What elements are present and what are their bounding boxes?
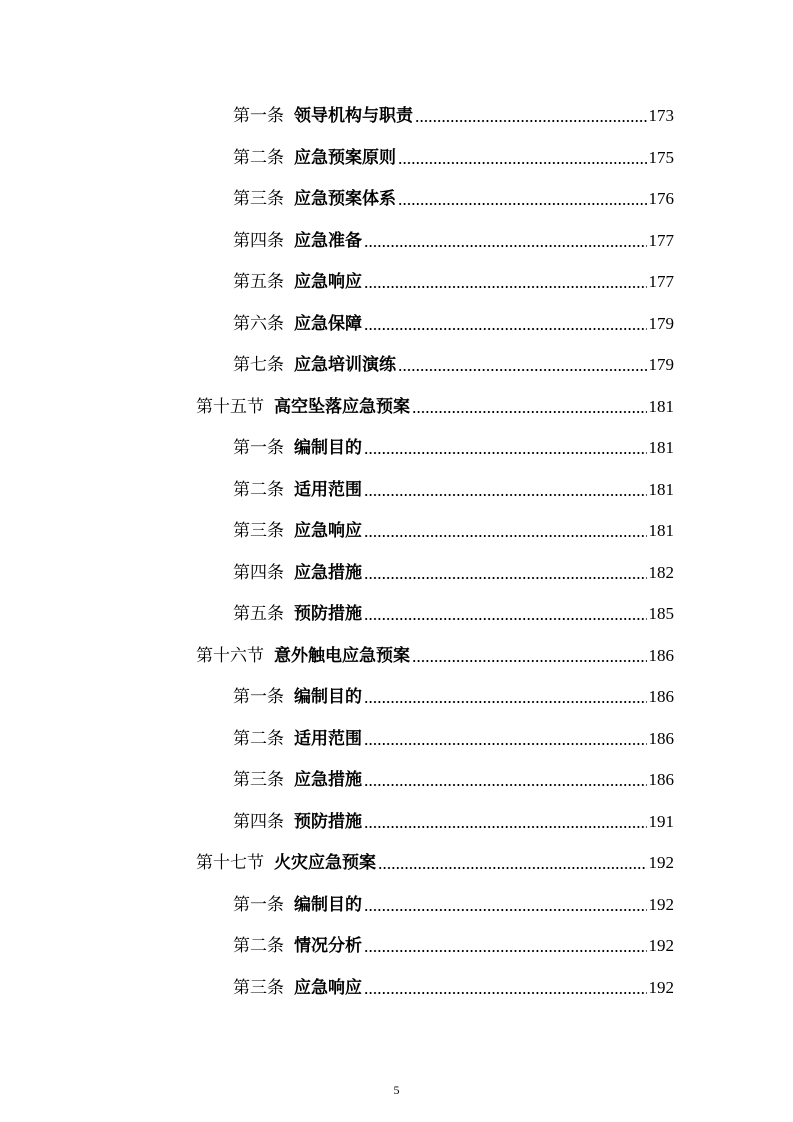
toc-article-entry[interactable] xyxy=(233,589,674,625)
toc-entry-title: 情况分析 xyxy=(294,936,362,956)
toc-article-entry[interactable] xyxy=(233,133,674,169)
toc-entry-page-number: 181 xyxy=(648,521,674,540)
toc-article-entry[interactable] xyxy=(233,299,674,335)
toc-entry-page-number: 192 xyxy=(648,977,674,997)
dot-leader xyxy=(378,866,647,870)
toc-entry-page-number: 192 xyxy=(648,936,674,955)
toc-entry-number: 第十六节 xyxy=(196,645,264,666)
toc-article-entry[interactable] xyxy=(233,963,674,999)
toc-entry-page-number: 179 xyxy=(648,355,674,374)
toc-entry-page-number: 179 xyxy=(648,313,674,333)
dot-leader xyxy=(415,119,647,123)
toc-article-entry[interactable] xyxy=(233,91,674,127)
dot-leader xyxy=(364,576,647,580)
toc-entry-page-number: 192 xyxy=(648,894,674,914)
toc-article-entry[interactable] xyxy=(233,548,674,584)
toc-entry-number: 第六条 xyxy=(233,313,284,334)
toc-entry-title: 领导机构与职责 xyxy=(294,106,413,126)
toc-entry-number: 第二条 xyxy=(233,479,284,500)
toc-entry-number: 第五条 xyxy=(233,604,284,624)
toc-article-entry[interactable] xyxy=(233,506,674,542)
toc-entry-number: 第十七节 xyxy=(196,853,264,873)
toc-entry-title: 适用范围 xyxy=(294,728,362,749)
toc-entry-title: 预防措施 xyxy=(294,604,362,624)
toc-article-entry[interactable] xyxy=(233,714,674,750)
toc-entry-page-number: 182 xyxy=(648,562,674,582)
toc-entry-page-number: 177 xyxy=(648,230,674,250)
toc-entry-title: 应急响应 xyxy=(294,977,362,998)
toc-entry-number: 第四条 xyxy=(233,562,284,583)
dot-leader xyxy=(364,285,647,289)
toc-entry-title: 应急培训演练 xyxy=(294,355,396,375)
toc-article-entry[interactable] xyxy=(233,797,674,833)
toc-entry-number: 第三条 xyxy=(233,189,284,209)
toc-entry-number: 第一条 xyxy=(233,106,284,126)
toc-entry-number: 第三条 xyxy=(233,977,284,998)
dot-leader xyxy=(398,202,647,206)
toc-entry-page-number: 181 xyxy=(648,396,674,416)
toc-entry-number: 第一条 xyxy=(233,687,284,707)
dot-leader xyxy=(412,410,647,414)
toc-entry-title: 应急预案原则 xyxy=(294,147,396,168)
dot-leader xyxy=(364,493,647,497)
dot-leader xyxy=(364,700,647,704)
toc-section-entry[interactable] xyxy=(196,631,674,667)
toc-entry-number: 第二条 xyxy=(233,936,284,956)
toc-entry-page-number: 186 xyxy=(648,687,674,706)
dot-leader xyxy=(412,659,647,663)
dot-leader xyxy=(364,742,647,746)
toc-entry-title: 适用范围 xyxy=(294,479,362,500)
toc-entry-number: 第七条 xyxy=(233,355,284,375)
toc-entry-title: 应急预案体系 xyxy=(294,189,396,209)
toc-entry-page-number: 181 xyxy=(648,479,674,499)
toc-entry-number: 第四条 xyxy=(233,230,284,251)
toc-entry-title: 高空坠落应急预案 xyxy=(274,396,410,417)
toc-entry-number: 第一条 xyxy=(233,894,284,915)
toc-entry-page-number: 186 xyxy=(648,645,674,665)
toc-entry-title: 编制目的 xyxy=(294,438,362,458)
toc-article-entry[interactable] xyxy=(233,257,674,293)
toc-entry-page-number: 186 xyxy=(648,770,674,789)
toc-article-entry[interactable] xyxy=(233,465,674,501)
toc-entry-title: 火灾应急预案 xyxy=(274,853,376,873)
toc-section-entry[interactable] xyxy=(196,382,674,418)
toc-entry-page-number: 181 xyxy=(648,438,674,457)
toc-entry-page-number: 173 xyxy=(648,106,674,125)
dot-leader xyxy=(364,783,647,787)
toc-article-entry[interactable] xyxy=(233,174,674,210)
toc-article-entry[interactable] xyxy=(233,340,674,376)
toc-article-entry[interactable] xyxy=(233,880,674,916)
toc-section-entry[interactable] xyxy=(196,838,674,874)
dot-leader xyxy=(364,991,647,995)
toc-entry-title: 应急措施 xyxy=(294,562,362,583)
page-number: 5 xyxy=(393,1083,400,1097)
toc-entry-title: 应急响应 xyxy=(294,521,362,541)
toc-entry-page-number: 175 xyxy=(648,147,674,167)
dot-leader xyxy=(364,327,647,331)
toc-entry-page-number: 186 xyxy=(648,728,674,748)
toc-entry-page-number: 192 xyxy=(648,853,674,872)
toc-entry-number: 第三条 xyxy=(233,521,284,541)
toc-entry-title: 应急保障 xyxy=(294,313,362,334)
toc-entry-page-number: 177 xyxy=(648,272,674,291)
toc-entry-number: 第二条 xyxy=(233,728,284,749)
toc-article-entry[interactable] xyxy=(233,672,674,708)
toc-entry-number: 第二条 xyxy=(233,147,284,168)
dot-leader xyxy=(364,617,647,621)
toc-article-entry[interactable] xyxy=(233,755,674,791)
dot-leader xyxy=(364,534,647,538)
toc-entry-number: 第五条 xyxy=(233,272,284,292)
toc-article-entry[interactable] xyxy=(233,216,674,252)
dot-leader xyxy=(364,451,647,455)
toc-entry-title: 应急响应 xyxy=(294,272,362,292)
toc-article-entry[interactable] xyxy=(233,423,674,459)
toc-entry-title: 编制目的 xyxy=(294,894,362,915)
toc-entry-page-number: 176 xyxy=(648,189,674,208)
dot-leader xyxy=(364,949,647,953)
toc-entry-number: 第一条 xyxy=(233,438,284,458)
toc-article-entry[interactable] xyxy=(233,921,674,957)
dot-leader xyxy=(398,368,647,372)
toc-entry-number: 第四条 xyxy=(233,811,284,832)
dot-leader xyxy=(364,825,647,829)
toc-entry-title: 应急措施 xyxy=(294,770,362,790)
toc-entry-page-number: 191 xyxy=(648,811,674,831)
toc-entry-page-number: 185 xyxy=(648,604,674,623)
toc-entry-title: 编制目的 xyxy=(294,687,362,707)
toc-entry-title: 意外触电应急预案 xyxy=(274,645,410,666)
toc-entry-title: 应急准备 xyxy=(294,230,362,251)
dot-leader xyxy=(364,244,647,248)
dot-leader xyxy=(398,161,647,165)
toc-entry-title: 预防措施 xyxy=(294,811,362,832)
dot-leader xyxy=(364,908,647,912)
toc-entry-number: 第十五节 xyxy=(196,396,264,417)
toc-entry-number: 第三条 xyxy=(233,770,284,790)
